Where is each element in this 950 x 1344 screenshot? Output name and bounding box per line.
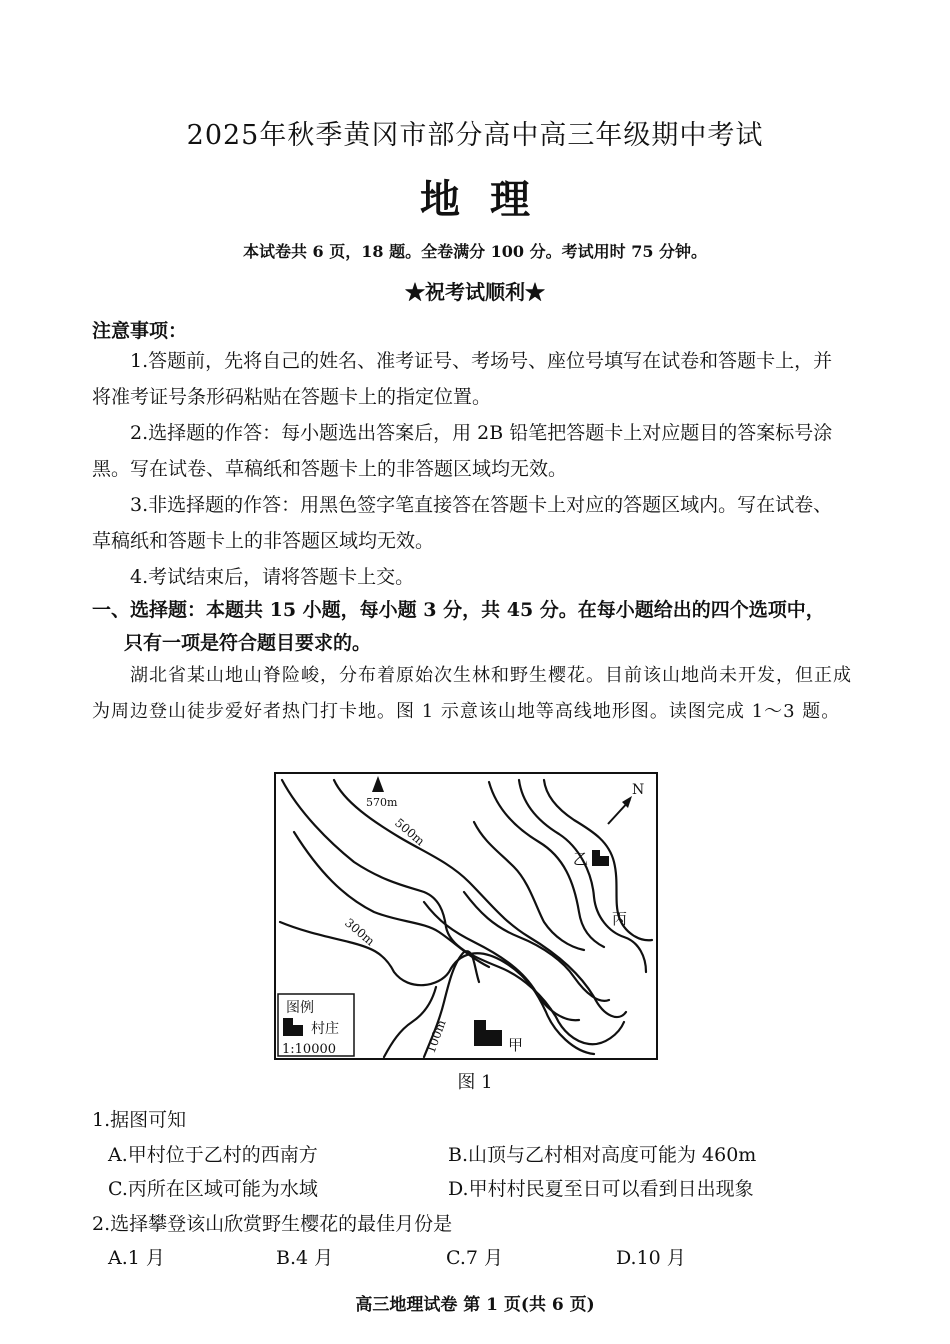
area-label-bing: 丙 [612, 910, 628, 928]
contour-label-300: 300m [342, 915, 378, 949]
question-1-option-b: B.山顶与乙村相对高度可能为 460m [448, 1144, 757, 1166]
map-scale: 1:10000 [282, 1042, 337, 1057]
question-2-option-c: C.7 月 [446, 1247, 504, 1269]
note-item-3: 3.非选择题的作答：用黑色签字笔直接答在答题卡上对应的答题区域内。写在试卷、草稿纸和答题卡上的非答题区域均无效。 [92, 494, 833, 552]
note-item-1: 1.答题前，先将自己的姓名、准考证号、考场号、座位号填写在试卷和答题卡上，并将准考证号条形码粘贴在答题卡上的指定位置。 [92, 350, 833, 408]
question-1-stem: 1.据图可知 [92, 1109, 187, 1131]
question-2-stem: 2.选择攀登该山欣赏野生樱花的最佳月份是 [92, 1213, 453, 1235]
question-1-option-d: D.甲村村民夏至日可以看到日出现象 [448, 1178, 754, 1200]
question-2-option-b: B.4 月 [276, 1247, 334, 1269]
notes-heading: 注意事项： [92, 320, 188, 342]
reading-passage: 湖北省某山地山脊险峻，分布着原始次生林和野生樱花。目前该山地尚未开发，但正成为周边登山徒步爱好者热门打卡地。图 1 示意该山地等高线地形图。读图完成 1～3 题。 [92, 665, 852, 722]
peak-elevation-label: 570m [366, 796, 398, 809]
good-luck-banner: ★祝考试顺利★ [405, 280, 545, 304]
contour-label-100: 100m [423, 1018, 449, 1056]
question-2-option-a: A.1 月 [108, 1247, 165, 1269]
legend-village-label: 村庄 [311, 1021, 339, 1037]
contour-map [274, 772, 658, 1060]
figure-caption: 图 1 [457, 1072, 493, 1093]
contour-label-500: 500m [392, 815, 428, 849]
exam-title: 2025年秋季黄冈市部分高中高三年级期中考试 [186, 120, 764, 151]
north-label: N [632, 782, 645, 798]
question-1-option-a: A.甲村位于乙村的西南方 [108, 1144, 318, 1166]
page-footer: 高三地理试卷 第 1 页(共 6 页) [355, 1295, 595, 1315]
village-label-yi: 乙 [573, 850, 589, 868]
village-label-jia: 甲 [508, 1036, 524, 1054]
section-heading: 一、选择题：本题共 15 小题，每小题 3 分，共 45 分。在每小题给出的四个选项中， [92, 599, 825, 621]
map-legend [278, 994, 354, 1057]
question-2-option-d: D.10 月 [616, 1247, 686, 1269]
exam-info: 本试卷共 6 页，18 题。全卷满分 100 分。考试用时 75 分钟。 [242, 242, 708, 261]
notes-list [92, 343, 842, 595]
section-heading-cont: 只有一项是符合题目要求的。 [124, 632, 372, 654]
legend-title: 图例 [286, 1000, 314, 1016]
note-item-4: 4.考试结束后，请将答题卡上交。 [130, 566, 415, 588]
question-1-option-c: C.丙所在区域可能为水域 [108, 1178, 318, 1200]
subject-title: 地理 [420, 176, 560, 223]
note-item-2: 2.选择题的作答：每小题选出答案后，用 2B 铅笔把答题卡上对应题目的答案标号涂黑。写在试卷、草稿纸和答题卡上的非答题区域均无效。 [92, 422, 833, 480]
